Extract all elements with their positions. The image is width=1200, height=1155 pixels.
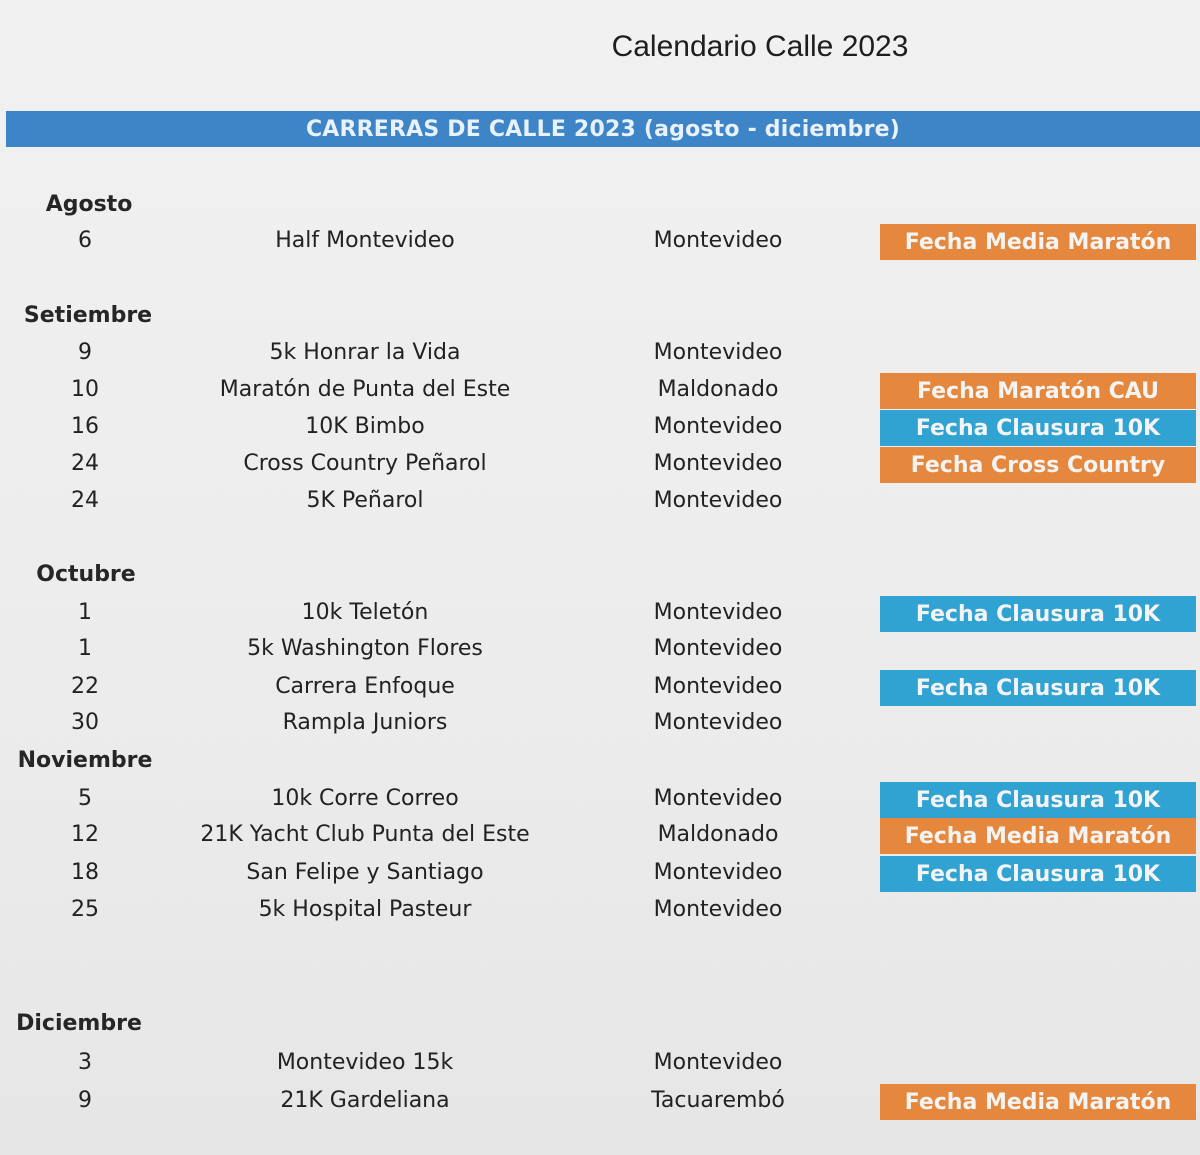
race-row — [0, 410, 1200, 446]
category-badge: Fecha Clausura 10K — [880, 782, 1196, 818]
race-name: 10K Bimbo — [305, 414, 425, 439]
race-day: 1 — [78, 600, 92, 625]
race-row — [0, 632, 1200, 668]
category-badge: Fecha Media Maratón — [880, 1084, 1196, 1120]
race-name: Cross Country Peñarol — [243, 451, 487, 476]
race-name: Maratón de Punta del Este — [219, 377, 511, 402]
month-heading: Octubre — [36, 562, 136, 587]
category-badge: Fecha Media Maratón — [880, 224, 1196, 260]
race-city: Montevideo — [653, 451, 783, 476]
race-row — [0, 782, 1200, 818]
race-day: 18 — [71, 860, 99, 885]
race-name: Rampla Juniors — [282, 710, 448, 735]
race-city: Montevideo — [653, 710, 783, 735]
category-badge: Fecha Clausura 10K — [880, 410, 1196, 446]
race-row — [0, 893, 1200, 929]
race-name: Carrera Enfoque — [275, 674, 455, 699]
race-row — [0, 224, 1200, 260]
month-heading: Noviembre — [17, 748, 153, 773]
race-day: 3 — [78, 1050, 92, 1075]
race-day: 24 — [71, 451, 99, 476]
race-city: Maldonado — [657, 377, 779, 402]
race-row — [0, 336, 1200, 372]
race-city: Montevideo — [653, 786, 783, 811]
race-name: 10k Corre Correo — [271, 786, 459, 811]
race-day: 12 — [71, 822, 99, 847]
race-city: Montevideo — [653, 897, 783, 922]
month-heading: Agosto — [45, 192, 133, 217]
race-city: Montevideo — [653, 674, 783, 699]
race-name: 5k Washington Flores — [247, 636, 483, 661]
category-badge: Fecha Media Maratón — [880, 818, 1196, 854]
race-city: Montevideo — [653, 414, 783, 439]
race-city: Montevideo — [653, 488, 783, 513]
race-row — [0, 818, 1200, 854]
race-day: 1 — [78, 636, 92, 661]
category-badge: Fecha Clausura 10K — [880, 596, 1196, 632]
race-name: Half Montevideo — [275, 228, 455, 253]
race-row — [0, 670, 1200, 706]
race-name: San Felipe y Santiago — [246, 860, 484, 885]
month-heading: Setiembre — [23, 303, 153, 328]
race-day: 30 — [71, 710, 99, 735]
race-row — [0, 484, 1200, 520]
race-city: Tacuarembó — [651, 1088, 785, 1113]
race-city: Montevideo — [653, 1050, 783, 1075]
race-row — [0, 447, 1200, 483]
race-name: 5k Honrar la Vida — [269, 340, 461, 365]
race-day: 10 — [71, 377, 99, 402]
race-row — [0, 1084, 1200, 1120]
category-badge: Fecha Clausura 10K — [880, 670, 1196, 706]
race-row — [0, 1046, 1200, 1082]
race-name: 5K Peñarol — [306, 488, 424, 513]
race-day: 25 — [71, 897, 99, 922]
race-city: Montevideo — [653, 228, 783, 253]
race-day: 16 — [71, 414, 99, 439]
page-title: Calendario Calle 2023 — [611, 30, 909, 63]
race-day: 9 — [78, 340, 92, 365]
race-day: 6 — [78, 228, 92, 253]
race-city: Maldonado — [657, 822, 779, 847]
race-city: Montevideo — [653, 600, 783, 625]
race-name: 21K Yacht Club Punta del Este — [200, 822, 530, 847]
race-day: 9 — [78, 1088, 92, 1113]
race-city: Montevideo — [653, 860, 783, 885]
race-day: 24 — [71, 488, 99, 513]
race-name: Montevideo 15k — [276, 1050, 454, 1075]
race-day: 5 — [78, 786, 92, 811]
race-name: 21K Gardeliana — [280, 1088, 450, 1113]
race-row — [0, 596, 1200, 632]
race-name: 10k Teletón — [301, 600, 429, 625]
race-row — [0, 856, 1200, 892]
race-row — [0, 706, 1200, 742]
race-name: 5k Hospital Pasteur — [258, 897, 472, 922]
category-badge: Fecha Clausura 10K — [880, 856, 1196, 892]
race-row — [0, 373, 1200, 409]
race-day: 22 — [71, 674, 99, 699]
race-city: Montevideo — [653, 636, 783, 661]
month-heading: Diciembre — [16, 1011, 142, 1036]
category-badge: Fecha Maratón CAU — [880, 373, 1196, 409]
category-badge: Fecha Cross Country — [880, 447, 1196, 483]
race-city: Montevideo — [653, 340, 783, 365]
section-banner: CARRERAS DE CALLE 2023 (agosto - diciembre) — [6, 111, 1200, 147]
